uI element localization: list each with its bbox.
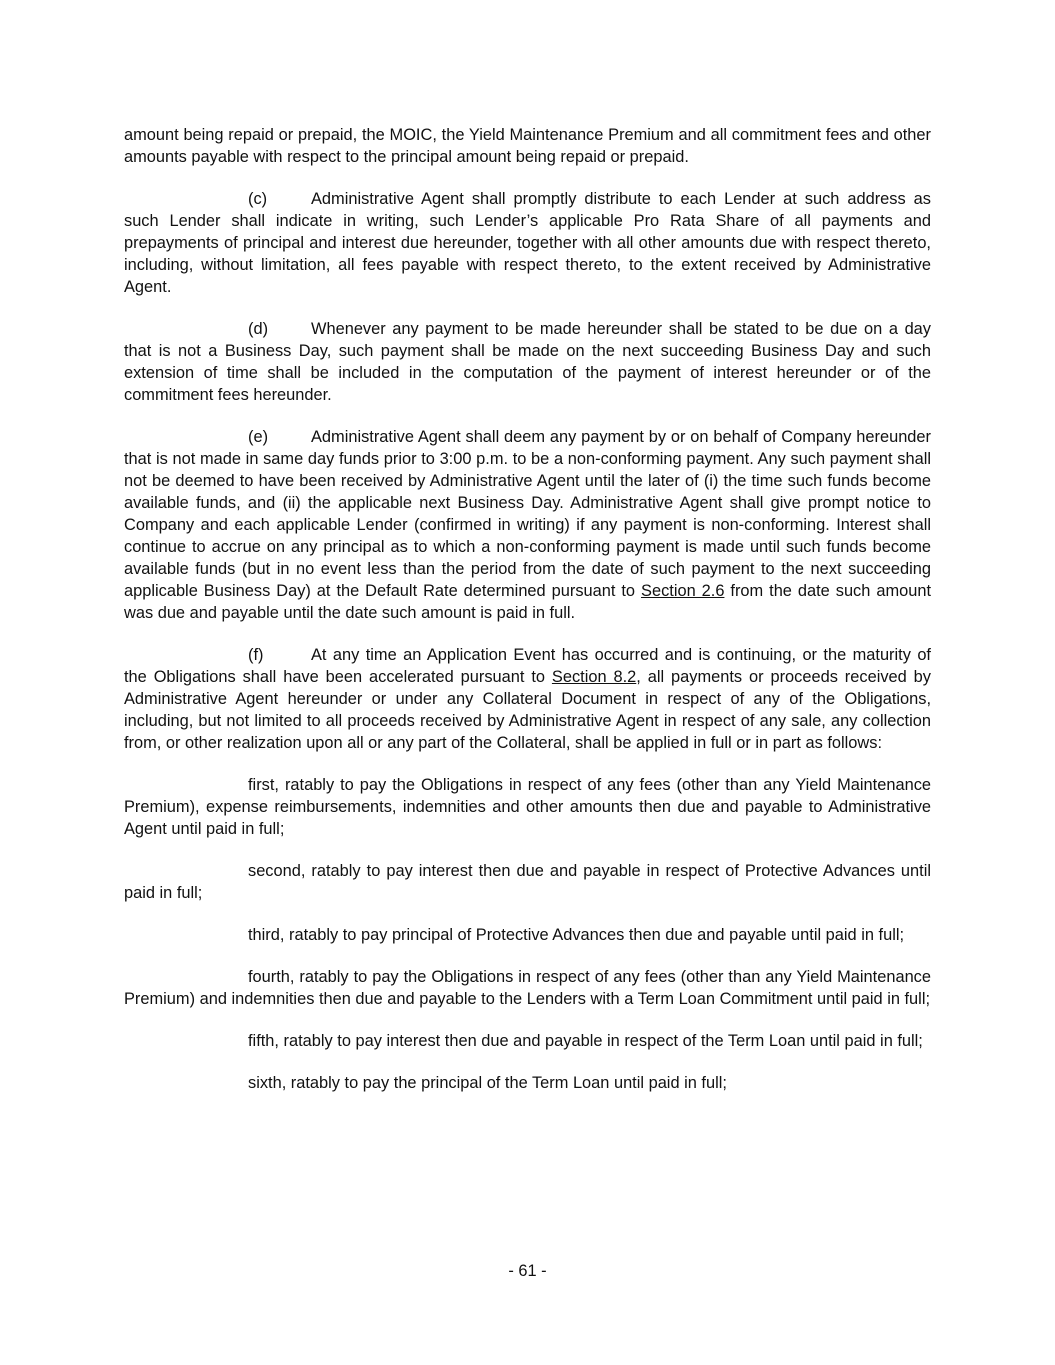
paragraph-intro-text: amount being repaid or prepaid, the MOIC, the Yield Maintenance Premium and all commitment fees and other amounts payable with respect to the principal amount being repaid or prepaid. <box>124 126 931 166</box>
paragraph-e-text-1: Administrative Agent shall deem any payment by or on behalf of Company hereunder that is not made in same day funds prior to 3:00 p.m. to be a non-conforming payment. Any such payment shall not be deemed to have been received by Administrative Agent until the later of (i) the time such funds become available funds, and (ii) the applicable next Business Day. Administrative Agent shall give prompt notice to Company and each applicable Lender (confirmed in writing) if any payment is non-conforming. Interest shall continue to accrue on any principal as to which a non-conforming payment is made until such funds become available funds (but in no event less than the period from the date of such payment to the next succeeding applicable Business Day) at the Default Rate determined pursuant to <box>124 428 931 600</box>
paragraph-c-text: Administrative Agent shall promptly distribute to each Lender at such address as such Lender shall indicate in writing, such Lender’s applicable Pro Rata Share of all payments and prepayments of principal and interest due hereunder, together with all other amounts due with respect thereto, including, without limitation, all fees payable with respect thereto, to the extent received by Administrative Agent. <box>124 190 931 296</box>
paragraph-d-marker: (d) <box>248 320 269 338</box>
paragraph-f-marker: (f) <box>248 646 264 664</box>
waterfall-sixth <box>124 1072 931 1094</box>
paragraph-f <box>124 644 931 754</box>
document-page <box>124 124 931 1114</box>
waterfall-third-text: third, ratably to pay principal of Protective Advances then due and payable until paid in full; <box>248 926 905 944</box>
paragraph-e-text-2: from the date such amount was due and payable until the date such amount is paid in full. <box>124 582 932 622</box>
paragraph-d <box>124 318 931 406</box>
paragraph-c-marker: (c) <box>248 190 268 208</box>
paragraph-e-marker: (e) <box>248 428 269 446</box>
paragraph-e <box>124 426 931 624</box>
paragraph-d-text: Whenever any payment to be made hereunder shall be stated to be due on a day that is not a Business Day, such payment shall be made on the next succeeding Business Day and such extension of time shall be included in the computation of the payment of interest hereunder or of the commitment fees hereunder. <box>124 320 931 404</box>
waterfall-fourth-text: fourth, ratably to pay the Obligations in respect of any fees (other than any Yield Maintenance Premium) and indemnities then due and payable to the Lenders with a Term Loan Commitment until paid in full; <box>124 968 931 1008</box>
waterfall-first <box>124 774 931 840</box>
waterfall-fifth <box>124 1030 931 1052</box>
paragraph-f-text-1: At any time an Application Event has occurred and is continuing, or the maturity of the Obligations shall have been accelerated pursuant to <box>124 646 931 686</box>
waterfall-second-text: second, ratably to pay interest then due and payable in respect of Protective Advances until paid in full; <box>124 862 931 902</box>
waterfall-first-text: first, ratably to pay the Obligations in respect of any fees (other than any Yield Maintenance Premium), expense reimbursements, indemnities and other amounts then due and payable to Administrative Agent until paid in full; <box>124 776 931 838</box>
waterfall-fourth <box>124 966 931 1010</box>
waterfall-sixth-text: sixth, ratably to pay the principal of the Term Loan until paid in full; <box>248 1074 727 1092</box>
waterfall-second <box>124 860 931 904</box>
paragraph-intro <box>124 124 931 168</box>
waterfall-third <box>124 924 931 946</box>
paragraph-f-text-2: , all payments or proceeds received by Administrative Agent hereunder or under any Collateral Document in respect of any of the Obligations, including, but not limited to all proceeds received by Administrative Agent in respect of any sale, any collection from, or other realization upon all or any part of the Collateral, shall be applied in full or in part as follows: <box>124 668 931 752</box>
section-8-2-reference: Section 8.2 <box>551 668 637 686</box>
page-number: - 61 - <box>508 1262 547 1280</box>
section-2-6-reference: Section 2.6 <box>641 582 725 600</box>
paragraph-c <box>124 188 931 298</box>
waterfall-fifth-text: fifth, ratably to pay interest then due and payable in respect of the Term Loan until paid in full; <box>248 1032 923 1050</box>
